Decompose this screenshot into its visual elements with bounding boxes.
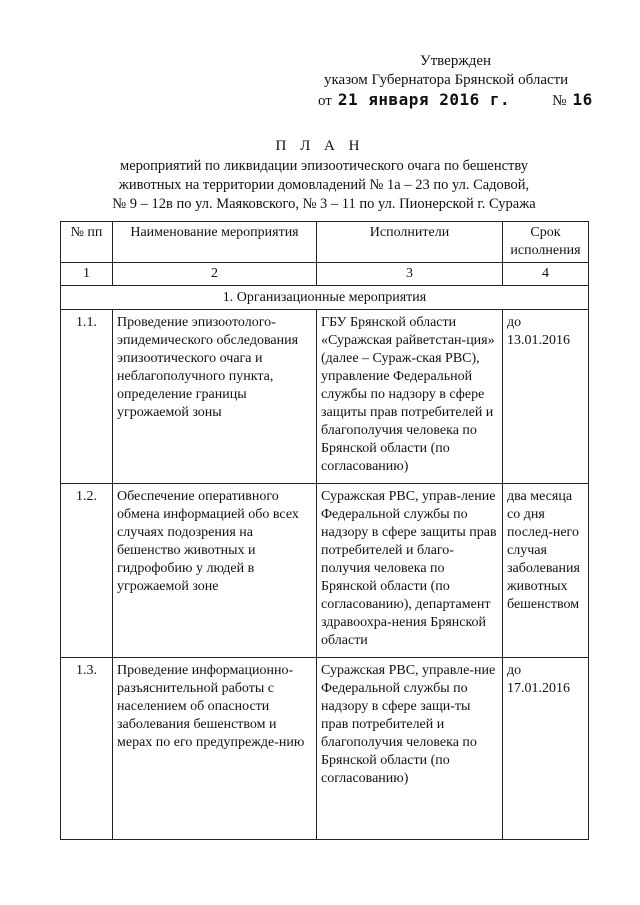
approval-date: 21 января 2016 г. (337, 90, 511, 109)
approval-block (318, 52, 593, 111)
subtitle-line: мероприятий по ликвидации эпизоотического очага по бешенству (120, 158, 528, 174)
row-deadline: два месяца со дня послед-него случая заболевания животных бешенством (503, 484, 589, 658)
header-executors: Исполнители (317, 222, 503, 263)
subtitle-line: № 9 – 12в по ул. Маяковского, № 3 – 11 по ул. Пионерской г. Суража (112, 196, 536, 212)
plan-table (60, 221, 589, 840)
row-executors: Суражская РВС, управле-ние Федеральной службы по надзору в сфере защи-ты прав потребителей и благополучия человека по Брянской области (по согласованию) (317, 658, 503, 840)
header-name: Наименование мероприятия (113, 222, 317, 263)
row-number: 1.2. (61, 484, 113, 658)
col-number: 3 (317, 263, 503, 286)
header-row (61, 222, 589, 263)
approval-number: 16 (572, 90, 593, 109)
col-number: 4 (503, 263, 589, 286)
row-executors: Суражская РВС, управ-ление Федеральной службы по надзору в сфере защиты прав потребителей и благо-получия человека по Брянской области (по согласованию), департамент здравоохра-нения Брянской области (317, 484, 503, 658)
col-number: 2 (113, 263, 317, 286)
column-number-row (61, 263, 589, 286)
row-name: Проведение информационно-разъяснительной работы с населением об опасности заболевания бешенством и мерах по его предупрежде-нию (113, 658, 317, 840)
approval-title: Утвержден (420, 53, 492, 69)
table-row (61, 310, 589, 484)
row-executors: ГБУ Брянской области «Суражская райветстан-ция» (далее – Сураж-ская РВС), управление Федеральной службы по надзору в сфере защиты прав потребителей и благополучия человека по Брянской области (по согласованию) (317, 310, 503, 484)
subtitle-line: животных на территории домовладений № 1а – 23 по ул. Садовой, (118, 177, 530, 193)
col-number: 1 (61, 263, 113, 286)
from-label: от (318, 93, 332, 109)
document-subtitle (60, 157, 588, 214)
document-title: П Л А Н (275, 138, 365, 154)
approval-date-line (318, 90, 593, 111)
table-row (61, 658, 589, 840)
row-name: Проведение эпизоотолого-эпидемического обследования эпизоотического очага и неблагополучного пункта, определение границы угрожаемой зоны (113, 310, 317, 484)
row-deadline: до 13.01.2016 (503, 310, 589, 484)
header-deadline: Срок исполнения (503, 222, 589, 263)
approval-decree: указом Губернатора Брянской области (324, 72, 569, 88)
section-title: 1. Организационные мероприятия (61, 286, 589, 310)
table-row (61, 484, 589, 658)
number-label: № (552, 93, 567, 109)
row-name: Обеспечение оперативного обмена информацией обо всех случаях подозрения на бешенство животных и гидрофобию у людей в угрожаемой зоне (113, 484, 317, 658)
row-number: 1.1. (61, 310, 113, 484)
row-number: 1.3. (61, 658, 113, 840)
header-num: № пп (61, 222, 113, 263)
row-deadline: до 17.01.2016 (503, 658, 589, 840)
section-row (61, 286, 589, 310)
